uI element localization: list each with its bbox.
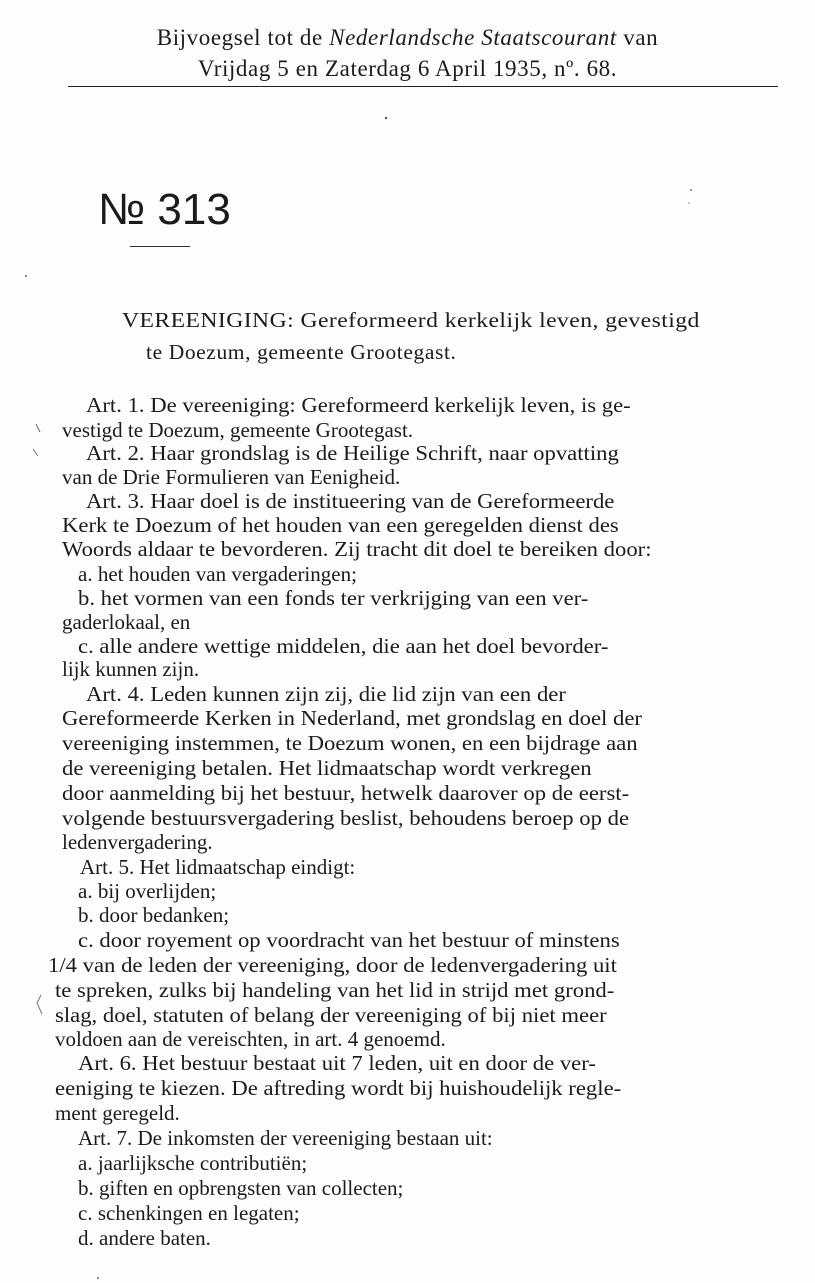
header-line-1-prefix: Bijvoegsel tot de — [156, 25, 330, 50]
header-line-1 — [0, 26, 815, 49]
title-line-1: VEREENIGING: Gereformeerd kerkelijk leven, gevestigd — [122, 308, 700, 332]
body-line: van de Drie Formulieren van Eenigheid. — [62, 465, 401, 489]
body-line: Woords aldaar te bevorderen. Zij tracht dit doel te bereiken door: — [62, 537, 652, 561]
body-line: Art. 1. De vereeniging: Gereformeerd kerkelijk leven, is ge- — [86, 393, 631, 417]
body-line: te spreken, zulks bij handeling van het lid in strijd met grond- — [55, 978, 615, 1002]
body-line: vestigd te Doezum, gemeente Grootegast. — [62, 418, 414, 442]
body-line: b. door bedanken; — [78, 903, 230, 927]
body-line: d. andere baten. — [78, 1226, 211, 1250]
number-underline — [130, 246, 190, 247]
body-line: vereeniging instemmen, te Doezum wonen, en een bijdrage aan — [62, 731, 638, 755]
body-line: gaderlokaal, en — [62, 610, 191, 634]
body-line: 1/4 van de leden der vereeniging, door de ledenvergadering uit — [48, 953, 617, 977]
body-line: Art. 5. Het lidmaatschap eindigt: — [80, 855, 356, 879]
header-rule — [68, 86, 778, 87]
body-line: Art. 2. Haar grondslag is de Heilige Schrift, naar opvatting — [86, 441, 619, 465]
body-line: b. giften en opbrengsten van collecten; — [78, 1176, 404, 1200]
body-line: slag, doel, statuten of belang der vereeniging of bij niet meer — [55, 1003, 607, 1027]
document-number: № 313 — [98, 185, 231, 234]
body-line: Art. 6. Het bestuur bestaat uit 7 leden, uit en door de ver- — [78, 1051, 596, 1075]
body-line: c. alle andere wettige middelen, die aan het doel bevorder- — [78, 634, 609, 658]
body-line: voldoen aan de vereischten, in art. 4 genoemd. — [55, 1027, 446, 1051]
body-line: b. het vormen van een fonds ter verkrijging van een ver- — [78, 586, 589, 610]
body-line: c. schenkingen en legaten; — [78, 1201, 300, 1225]
body-line: Kerk te Doezum of het houden van een geregelden dienst des — [62, 513, 619, 537]
body-line: a. bij overlijden; — [78, 879, 217, 903]
body-line: door aanmelding bij het bestuur, hetwelk daarover op de eerst- — [62, 781, 630, 805]
body-line: Gereformeerde Kerken in Nederland, met grondslag en doel der — [62, 706, 642, 730]
body-line: c. door royement op voordracht van het bestuur of minstens — [78, 928, 620, 952]
body-line: lijk kunnen zijn. — [62, 657, 200, 681]
body-line: volgende bestuursvergadering beslist, behoudens beroep op de — [62, 806, 630, 830]
title-line-2: te Doezum, gemeente Grootegast. — [146, 340, 457, 364]
body-line: Art. 7. De inkomsten der vereeniging bestaan uit: — [78, 1126, 493, 1150]
body-line: a. het houden van vergaderingen; — [78, 562, 357, 586]
body-line: eeniging te kiezen. De aftreding wordt bij huishoudelijk regle- — [55, 1076, 622, 1100]
header-line-1-suffix: van — [616, 25, 659, 50]
header-line-2: Vrijdag 5 en Zaterdag 6 April 1935, nº. 68. — [197, 56, 618, 81]
body-line: ment geregeld. — [55, 1101, 180, 1125]
body-line: de vereeniging betalen. Het lidmaatschap wordt verkregen — [62, 756, 592, 780]
body-line: Art. 3. Haar doel is de institueering van de Gereformeerde — [86, 489, 615, 513]
body-line: Art. 4. Leden kunnen zijn zij, die lid zijn van een der — [86, 682, 566, 706]
body-line: a. jaarlijksche contributiën; — [78, 1151, 308, 1175]
header-publication-name: Nederlandsche Staatscourant — [329, 25, 617, 50]
body-line: ledenvergadering. — [62, 830, 213, 854]
